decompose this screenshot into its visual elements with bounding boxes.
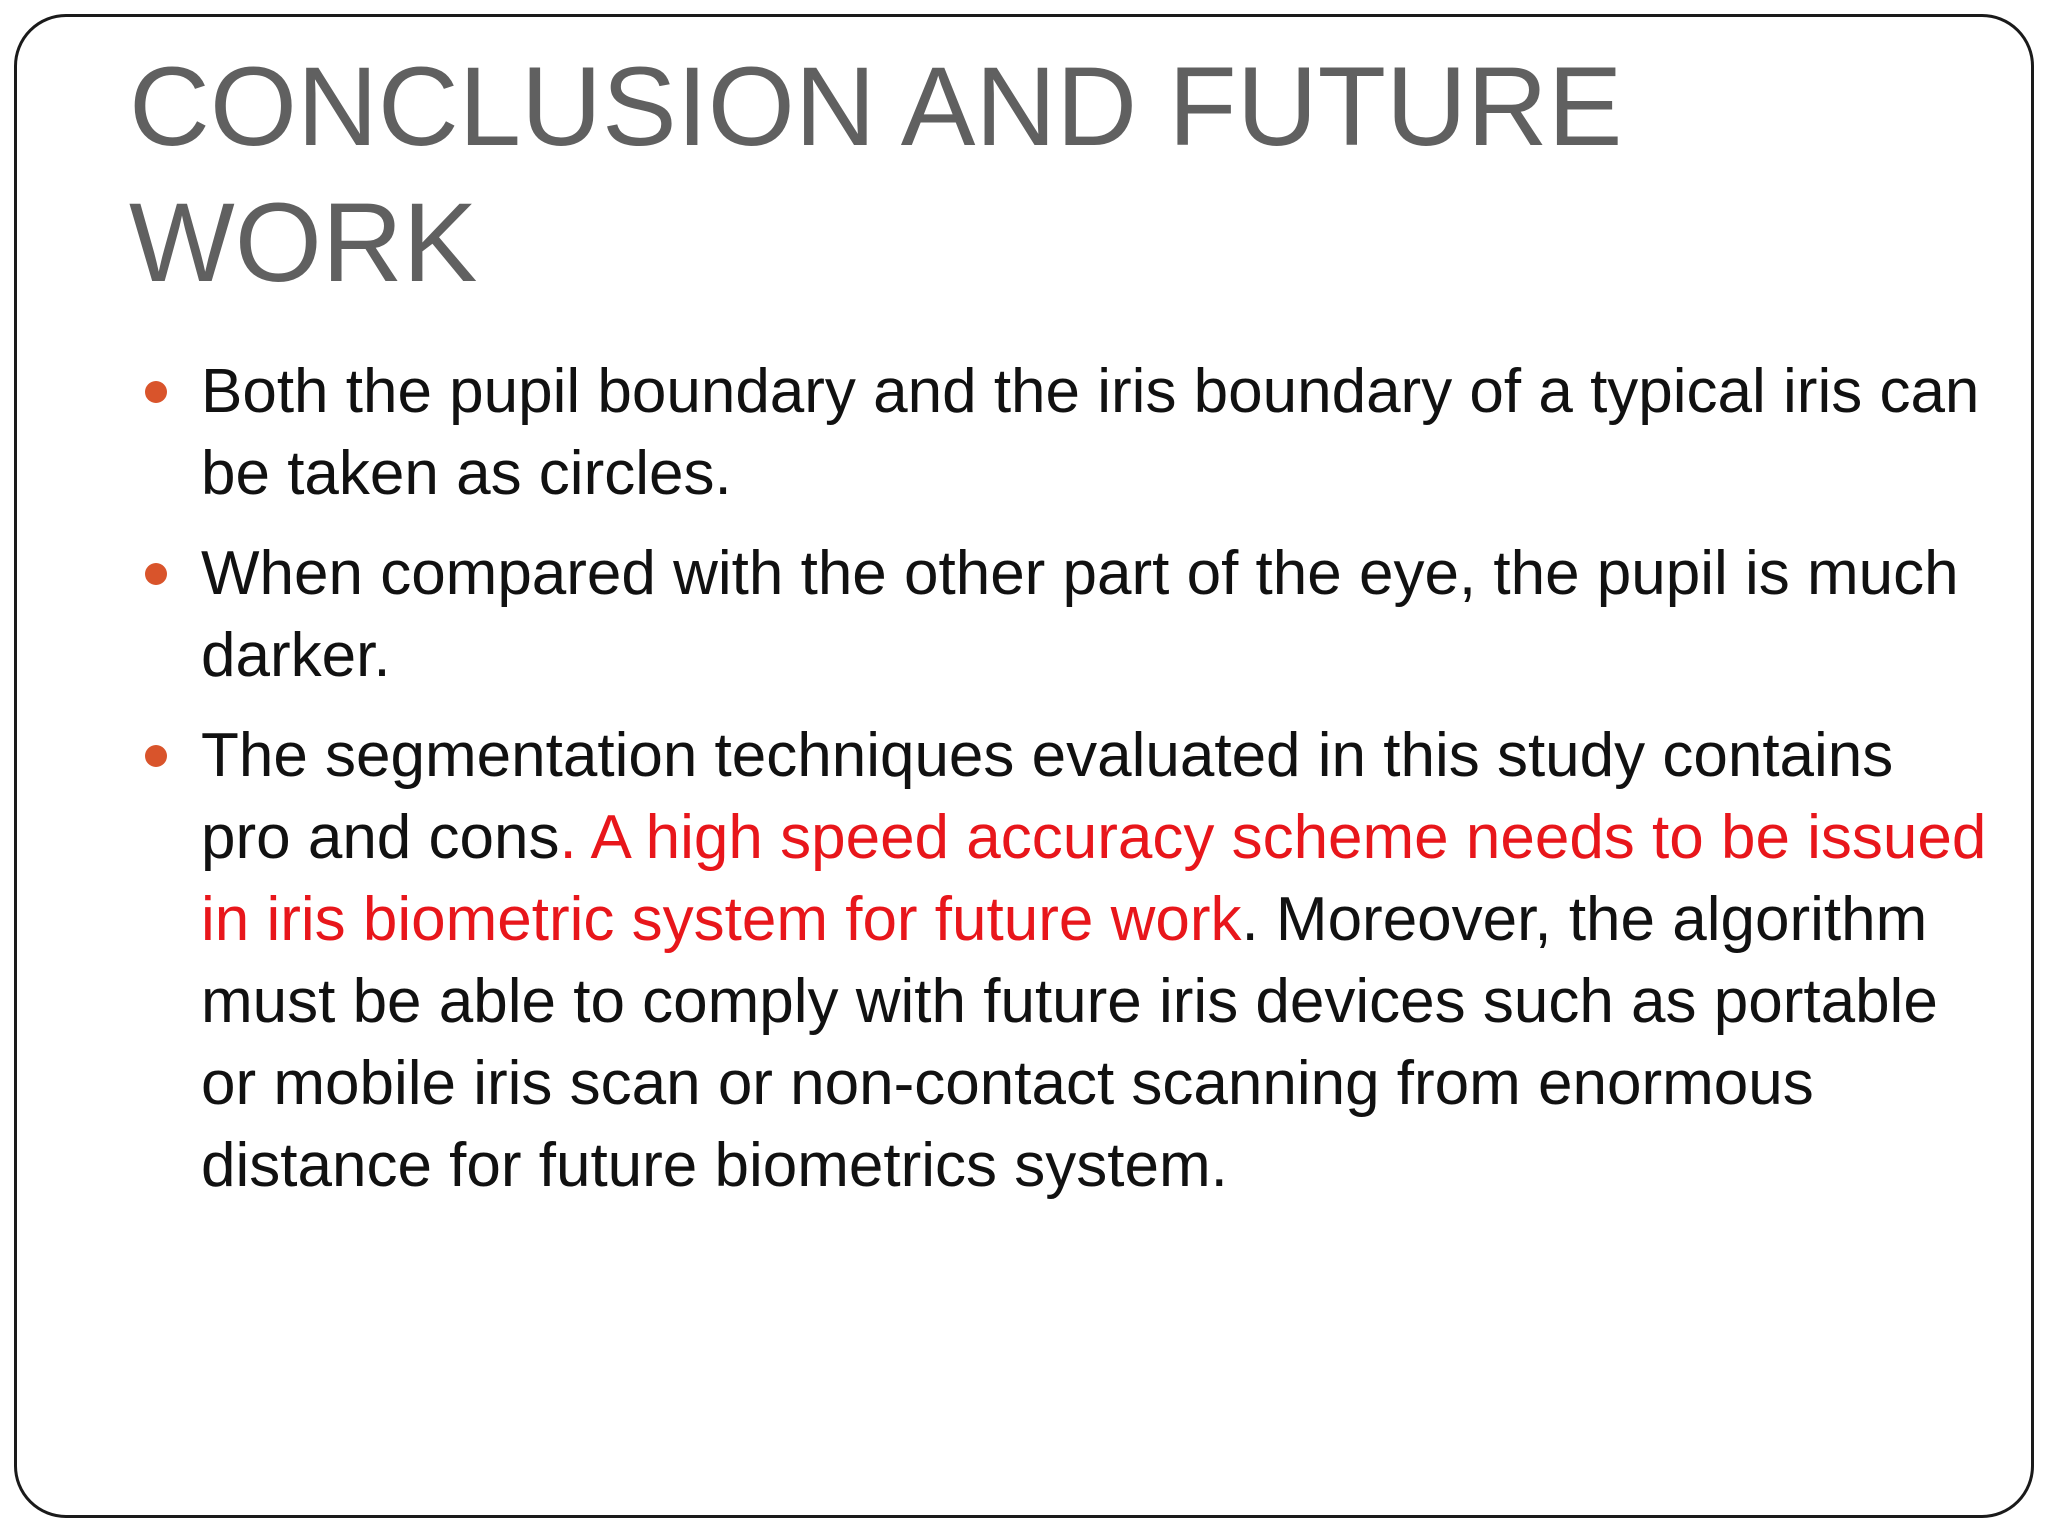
bullet-dot-icon (145, 381, 167, 403)
bullet-text-highlight: . A high speed accuracy scheme needs to be issued in iris biometric system for future work (201, 803, 1987, 954)
bullet-item-1 (129, 351, 1989, 515)
bullet-text: When compared with the other part of the eye, the pupil is much darker. (201, 539, 1959, 690)
bullet-text-after: . Moreover, the algorithm must be able to comply with future iris devices such as portable or mobile iris scan or non-contact scanning from enormous distance for future biometrics system. (201, 885, 1938, 1200)
slide-frame (14, 14, 2034, 1518)
bullet-dot-icon (145, 745, 167, 767)
bullet-text: Both the pupil boundary and the iris boundary of a typical iris can be taken as circles. (201, 357, 1980, 508)
bullet-text-before: The segmentation techniques evaluated in this study contains pro and cons (201, 721, 1894, 872)
bullet-dot-icon (145, 563, 167, 585)
slide-title: CONCLUSION AND FUTURE WORK (129, 44, 1623, 305)
bullet-item-3 (129, 715, 1989, 1207)
bullet-item-2 (129, 533, 1989, 697)
bullet-list (129, 351, 1989, 1225)
